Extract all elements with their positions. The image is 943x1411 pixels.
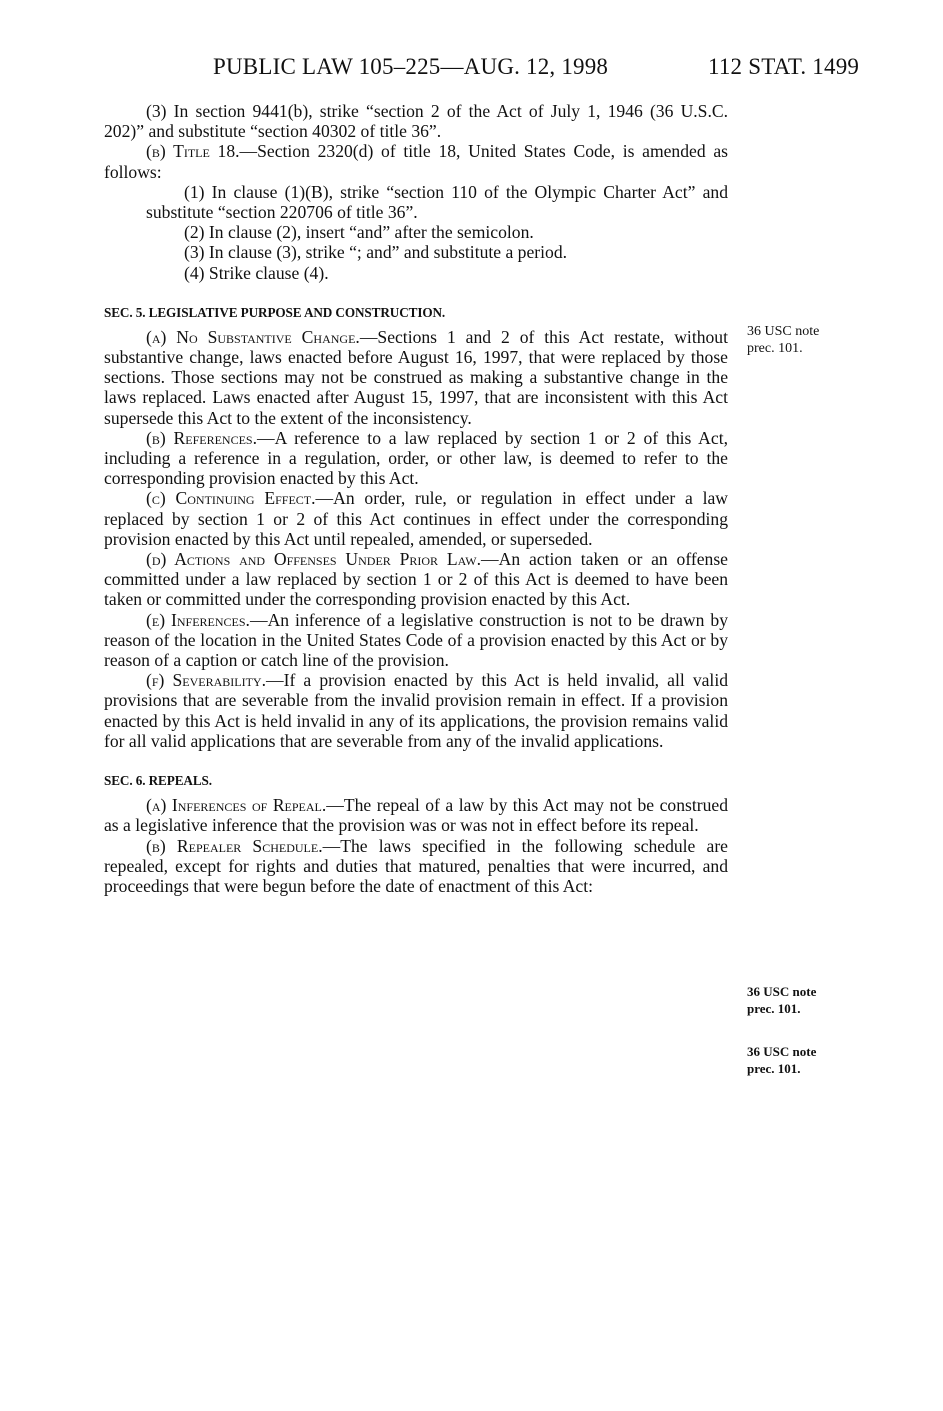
subsection-heading: (c) Continuing Effect.: [146, 488, 316, 509]
section-6-heading: SEC. 6. REPEALS.: [104, 773, 212, 789]
sec5-subsection-e: [104, 610, 728, 671]
main-text: [104, 101, 728, 896]
margin-note-line: prec. 101.: [747, 1001, 801, 1016]
sec6-subsection-b: [104, 836, 728, 897]
sec5-subsection-b: [104, 428, 728, 489]
subsection-text: —Sections 1 and 2 of this Act restate, without substantive change, laws enacted before August 16, 1997, that were replaced by those sections. Those sections may not be construed as making a substantive change in the laws replaced. Laws enacted after August 15, 1997, that are inconsistent with this Act supersede this Act to the extent of the inconsistency.: [104, 326, 728, 428]
running-header-title: PUBLIC LAW 105–225—AUG. 12, 1998: [213, 54, 609, 79]
subsection-b-title18: [104, 141, 728, 181]
margin-note-sec6a: [747, 983, 847, 1017]
subsection-text: —An inference of a legislative construction is not to be drawn by reason of the location in the United States Code of a provision enacted by this Act or by reason of a caption or catch line of the provision.: [104, 609, 728, 671]
subsection-text: —An action taken or an offense committed under a law replaced by section 1 or 2 of this Act is deemed to have been taken or committed under the corresponding provision enacted by this Act.: [104, 549, 728, 610]
subsection-text: —A reference to a law replaced by section 1 or 2 of this Act, including a reference in a regulation, order, or other law, is deemed to refer to the corresponding provision enacted by this Act.: [104, 427, 728, 489]
clause-2: (2) In clause (2), insert “and” after the semicolon.: [184, 222, 534, 243]
paragraph-title36-clause3: (3) In section 9441(b), strike “section 2 of the Act of July 1, 1946 (36 U.S.C. 202)” and substitute “section 40302 of title 36”.: [104, 101, 728, 142]
margin-note-sec6b: [747, 1043, 847, 1077]
sec5-subsection-d: [104, 549, 728, 610]
sec5-subsection-a: [104, 327, 728, 428]
subsection-text: —The repeal of a law by this Act may not be construed as a legislative inference that the provision was or was not in effect before its repeal.: [104, 795, 728, 836]
subsection-text: —Section 2320(d) of title 18, United States Code, is amended as follows:: [104, 141, 728, 182]
subsection-text: —An order, rule, or regulation in effect under a law replaced by section 1 or 2 of this Act continues in effect under the corresponding provision enacted by this Act until repealed, amended, or superseded.: [104, 488, 728, 549]
subsection-heading: (a) No Substantive Change.: [146, 326, 360, 347]
margin-note-line: prec. 101.: [747, 1061, 801, 1076]
subsection-text: —The laws specified in the following schedule are repealed, except for rights and duties that matured, penalties that were incurred, and proceedings that were begun before the date of enactment of this Act:: [104, 835, 728, 896]
clause-4: (4) Strike clause (4).: [184, 262, 329, 283]
clause-3: (3) In clause (3), strike “; and” and substitute a period.: [184, 242, 568, 263]
sec5-subsection-f: [104, 670, 728, 751]
margin-note-line: 36 USC note: [747, 324, 820, 339]
subsection-heading: (b) Title 18.: [146, 141, 240, 162]
page-stat-number: 112 STAT. 1499: [708, 54, 860, 79]
subsection-heading: (f) Severability.: [146, 670, 267, 691]
subsection-heading: (b) Repealer Schedule.: [146, 835, 323, 856]
margin-note-line: 36 USC note: [747, 1044, 817, 1059]
subsection-text: —If a provision enacted by this Act is held invalid, all valid provisions that are severable from the invalid provision remain in effect. If a provision enacted by this Act is held invalid in any of its applications, the provision remains valid for all valid applications that are severable from any of the invalid applications.: [104, 670, 729, 751]
margin-note-line: 36 USC note: [747, 984, 817, 999]
subsection-heading: (b) References.: [146, 427, 257, 448]
margin-note-sec5: [747, 323, 847, 357]
subsection-heading: (a) Inferences of Repeal.: [146, 795, 327, 816]
sec6-subsection-a: [104, 795, 728, 835]
clause-1: (1) In clause (1)(B), strike “section 110 of the Olympic Charter Act” and substitute “section 220706 of title 36”.: [146, 181, 728, 223]
section-5-heading: SEC. 5. LEGISLATIVE PURPOSE AND CONSTRUCTION.: [104, 304, 446, 320]
subsection-heading: (e) Inferences.: [146, 609, 250, 630]
subsection-heading: (d) Actions and Offenses Under Prior Law.: [146, 549, 482, 570]
sec5-subsection-c: [104, 488, 728, 549]
margin-note-line: prec. 101.: [747, 341, 803, 356]
